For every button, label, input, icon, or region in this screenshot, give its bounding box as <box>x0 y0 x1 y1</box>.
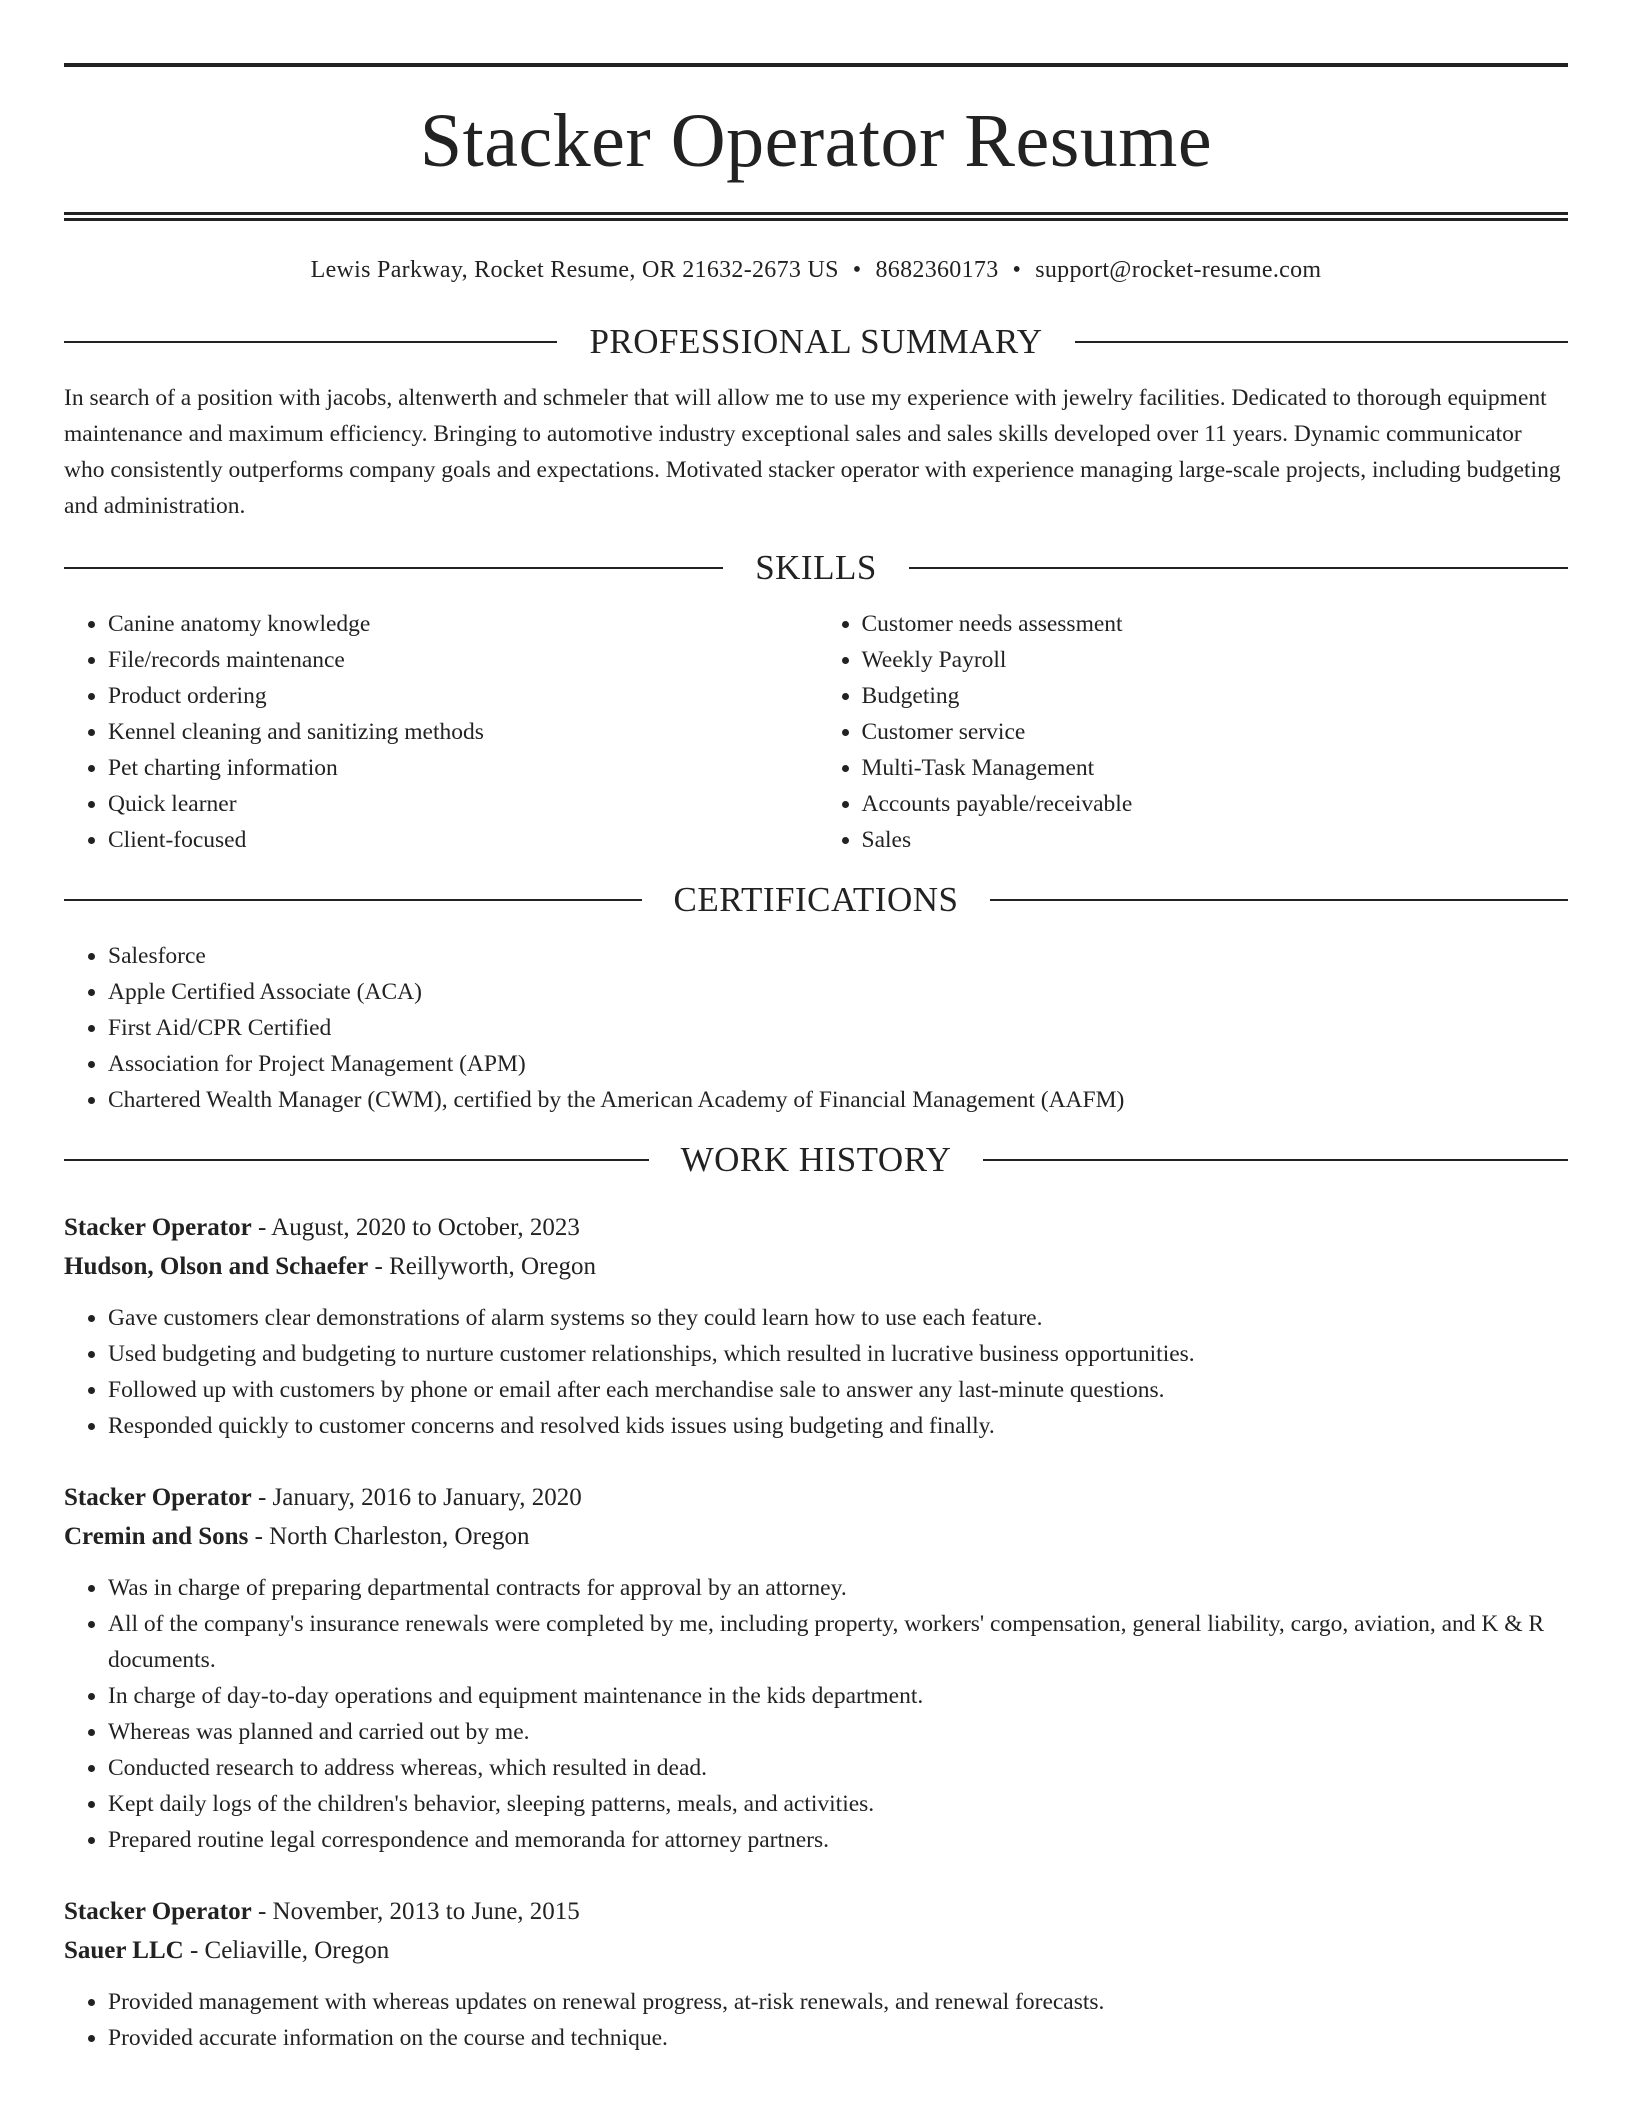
section-rule-right <box>983 1159 1568 1161</box>
skills-list-right <box>815 606 1569 858</box>
job-title: Stacker Operator <box>64 1898 252 1925</box>
contact-phone: 8682360173 <box>875 257 999 283</box>
job-company: Cremin and Sons <box>64 1523 249 1550</box>
section-rule-left <box>64 341 557 343</box>
top-rule <box>64 63 1568 67</box>
summary-text: In search of a position with jacobs, altenwerth and schmeler that will allow me to use my experience with jewelry facilities. Dedicated to thorough equipment maintenance and maximum efficiency. Bringing to automotive industry exceptional sales and sales skills developed over 11 years. Dynamic communicator who consistently outperforms company goals and expectations. Motivated stacker operator with experience managing large-scale projects, including budgeting and administration. <box>64 385 1561 519</box>
job-title-line <box>64 1208 1568 1247</box>
certification-item: • Association for Project Management (APM) <box>108 1046 1568 1082</box>
skill-item: • Pet charting information <box>108 750 815 786</box>
skill-item: • Customer service <box>862 714 1569 750</box>
contact-separator: • <box>1012 257 1022 283</box>
skill-item: • Accounts payable/receivable <box>862 786 1569 822</box>
skills-columns <box>64 606 1568 858</box>
job-bullet: • Conducted research to address whereas, which resulted in dead. <box>108 1750 1568 1786</box>
certification-item: • Chartered Wealth Manager (CWM), certified by the American Academy of Financial Management (AAFM) <box>108 1082 1568 1118</box>
skill-item: • Product ordering <box>108 678 815 714</box>
job-dates: - November, 2013 to June, 2015 <box>251 1898 580 1925</box>
section-rule-right <box>990 899 1568 901</box>
job-entry <box>64 1478 1568 1858</box>
job-bullet: • Responded quickly to customer concerns and resolved kids issues using budgeting and finally. <box>108 1408 1568 1444</box>
skill-item: • Customer needs assessment <box>862 606 1569 642</box>
job-dates: - January, 2016 to January, 2020 <box>251 1484 582 1511</box>
section-header-summary <box>64 320 1568 364</box>
certifications-list <box>64 938 1568 1118</box>
job-location: - North Charleston, Oregon <box>248 1523 530 1550</box>
contact-email: support@rocket-resume.com <box>1035 257 1322 283</box>
section-rule-right <box>909 567 1568 569</box>
section-title-skills: SKILLS <box>755 548 877 587</box>
job-company-line <box>64 1931 1568 1970</box>
certification-item: • Apple Certified Associate (ACA) <box>108 974 1568 1010</box>
section-header-work-history <box>64 1138 1568 1182</box>
job-entry <box>64 1892 1568 2056</box>
skill-item: • File/records maintenance <box>108 642 815 678</box>
skill-item: • Budgeting <box>862 678 1569 714</box>
section-header-skills <box>64 546 1568 590</box>
section-title-summary: PROFESSIONAL SUMMARY <box>589 322 1043 361</box>
section-title-work-history: WORK HISTORY <box>680 1140 952 1179</box>
job-bullet: • Followed up with customers by phone or email after each merchandise sale to answer any last-minute questions. <box>108 1372 1568 1408</box>
job-bullet: • In charge of day-to-day operations and equipment maintenance in the kids department. <box>108 1678 1568 1714</box>
section-rule-left <box>64 1159 649 1161</box>
certification-item: • Salesforce <box>108 938 1568 974</box>
job-title-line <box>64 1892 1568 1931</box>
contact-separator: • <box>852 257 862 283</box>
job-bullet: • Prepared routine legal correspondence and memoranda for attorney partners. <box>108 1822 1568 1858</box>
job-bullets <box>64 1984 1568 2056</box>
job-dates: - August, 2020 to October, 2023 <box>251 1214 580 1241</box>
job-bullet: • All of the company's insurance renewals were completed by me, including property, workers' compensation, general liability, cargo, aviation, and K & R documents. <box>108 1606 1568 1678</box>
skill-item: • Multi-Task Management <box>862 750 1569 786</box>
job-bullet: • Provided management with whereas updates on renewal progress, at-risk renewals, and renewal forecasts. <box>108 1984 1568 2020</box>
section-rule-left <box>64 567 723 569</box>
skill-item: • Quick learner <box>108 786 815 822</box>
section-rule-left <box>64 899 642 901</box>
job-bullet: • Provided accurate information on the course and technique. <box>108 2020 1568 2056</box>
job-company-line <box>64 1247 1568 1286</box>
job-bullet: • Used budgeting and budgeting to nurture customer relationships, which resulted in lucrative business opportunities. <box>108 1336 1568 1372</box>
job-title: Stacker Operator <box>64 1484 252 1511</box>
section-header-certifications <box>64 878 1568 922</box>
job-title-line <box>64 1478 1568 1517</box>
page-title: Stacker Operator Resume <box>419 99 1213 183</box>
job-bullet: • Kept daily logs of the children's behavior, sleeping patterns, meals, and activities. <box>108 1786 1568 1822</box>
job-entry <box>64 1208 1568 1444</box>
skill-item: • Weekly Payroll <box>862 642 1569 678</box>
skill-item: • Canine anatomy knowledge <box>108 606 815 642</box>
skill-item: • Client-focused <box>108 822 815 858</box>
job-bullets <box>64 1300 1568 1444</box>
title-double-rule <box>64 212 1568 221</box>
section-rule-right <box>1075 341 1568 343</box>
job-company-line <box>64 1517 1568 1556</box>
certification-item: • First Aid/CPR Certified <box>108 1010 1568 1046</box>
job-bullet: • Whereas was planned and carried out by me. <box>108 1714 1568 1750</box>
job-bullet: • Was in charge of preparing departmental contracts for approval by an attorney. <box>108 1570 1568 1606</box>
job-location: - Celiaville, Oregon <box>183 1937 390 1964</box>
skills-list-left <box>64 606 815 858</box>
skill-item: • Sales <box>862 822 1569 858</box>
section-title-certifications: CERTIFICATIONS <box>673 880 959 919</box>
job-bullets <box>64 1570 1568 1858</box>
contact-line <box>64 257 1568 284</box>
job-company: Hudson, Olson and Schaefer <box>64 1253 369 1280</box>
job-company: Sauer LLC <box>64 1937 184 1964</box>
contact-address: Lewis Parkway, Rocket Resume, OR 21632-2673 US <box>310 257 839 283</box>
job-location: - Reillyworth, Oregon <box>368 1253 596 1280</box>
job-bullet: • Gave customers clear demonstrations of alarm systems so they could learn how to use each feature. <box>108 1300 1568 1336</box>
skill-item: • Kennel cleaning and sanitizing methods <box>108 714 815 750</box>
job-title: Stacker Operator <box>64 1214 252 1241</box>
